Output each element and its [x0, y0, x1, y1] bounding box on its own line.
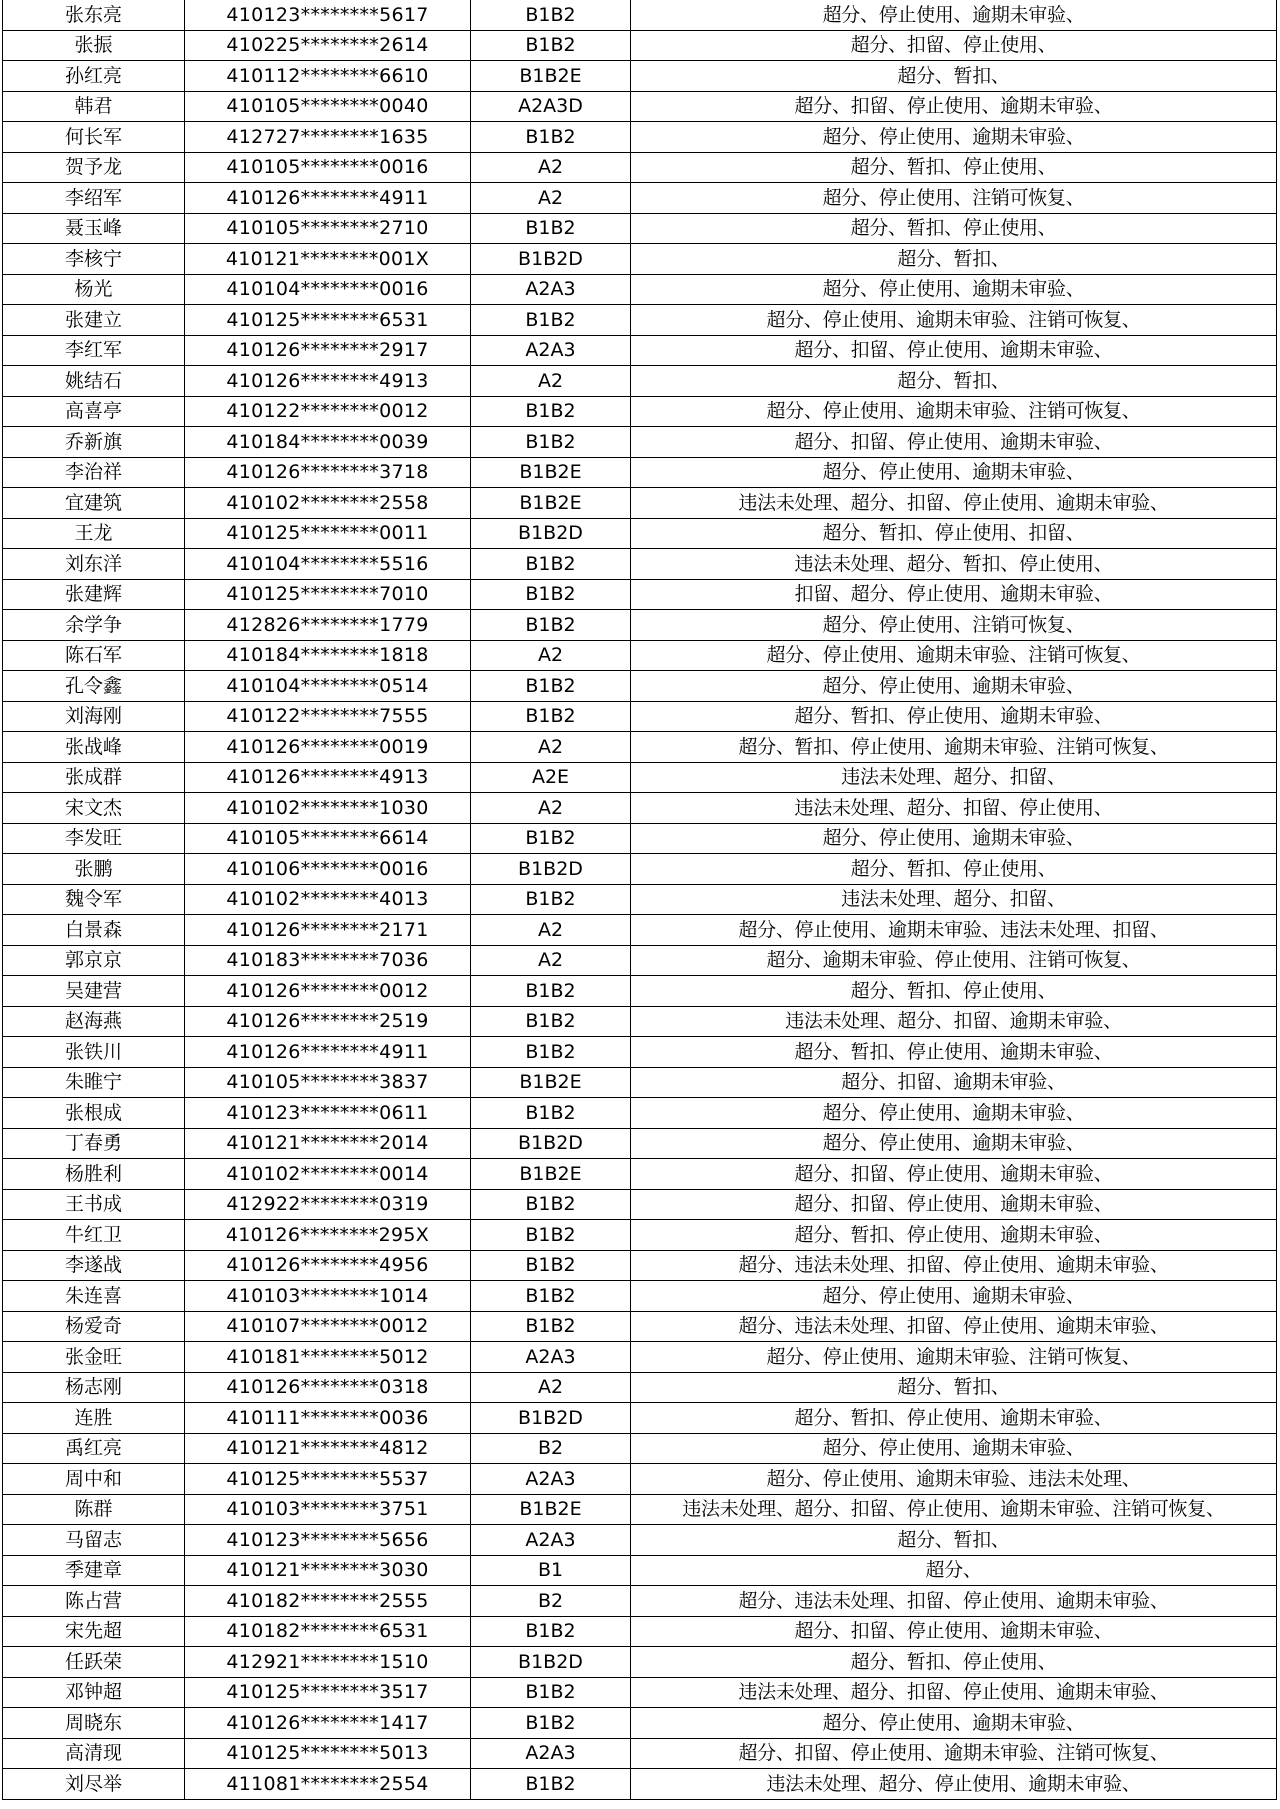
id-number-cell: 410102********0014	[185, 1159, 471, 1190]
license-status-cell: 超分、停止使用、逾期未审验、	[631, 1433, 1277, 1464]
table-row	[3, 1647, 1277, 1678]
table-row	[3, 579, 1277, 610]
license-class-cell: B1B2	[471, 1189, 631, 1220]
license-class-cell: B1B2	[471, 1616, 631, 1647]
table-row	[3, 274, 1277, 305]
driver-name-cell: 刘东洋	[3, 549, 185, 580]
driver-name-cell: 陈石军	[3, 640, 185, 671]
id-number-cell: 410123********5656	[185, 1525, 471, 1556]
id-number-cell: 412826********1779	[185, 610, 471, 641]
id-number-cell: 410126********2519	[185, 1006, 471, 1037]
license-status-cell: 超分、	[631, 1555, 1277, 1586]
license-status-cell: 超分、违法未处理、扣留、停止使用、逾期未审验、	[631, 1586, 1277, 1617]
table-row	[3, 884, 1277, 915]
driver-name-cell: 张振	[3, 30, 185, 61]
table-row	[3, 732, 1277, 763]
id-number-cell: 410122********7555	[185, 701, 471, 732]
driver-name-cell: 高清现	[3, 1738, 185, 1769]
driver-name-cell: 禹红亮	[3, 1433, 185, 1464]
id-number-cell: 410102********2558	[185, 488, 471, 519]
driver-name-cell: 杨志刚	[3, 1372, 185, 1403]
license-class-cell: B1B2	[471, 976, 631, 1007]
table-row	[3, 1098, 1277, 1129]
id-number-cell: 410126********0012	[185, 976, 471, 1007]
id-number-cell: 410225********2614	[185, 30, 471, 61]
table-row	[3, 671, 1277, 702]
license-status-cell: 超分、扣留、停止使用、逾期未审验、	[631, 335, 1277, 366]
license-status-cell: 违法未处理、超分、暂扣、停止使用、	[631, 549, 1277, 580]
id-number-cell: 410126********2171	[185, 915, 471, 946]
driver-name-cell: 吴建营	[3, 976, 185, 1007]
license-status-cell: 违法未处理、超分、扣留、逾期未审验、	[631, 1006, 1277, 1037]
license-class-cell: B1B2	[471, 1769, 631, 1800]
id-number-cell: 410125********6531	[185, 305, 471, 336]
driver-name-cell: 周晓东	[3, 1708, 185, 1739]
id-number-cell: 410125********5013	[185, 1738, 471, 1769]
license-status-cell: 超分、停止使用、逾期未审验、	[631, 1128, 1277, 1159]
id-number-cell: 410104********0016	[185, 274, 471, 305]
driver-name-cell: 何长军	[3, 122, 185, 153]
license-class-cell: A2A3	[471, 1464, 631, 1495]
license-class-cell: B1B2	[471, 671, 631, 702]
table-row	[3, 1708, 1277, 1739]
driver-name-cell: 张东亮	[3, 0, 185, 30]
id-number-cell: 412921********1510	[185, 1647, 471, 1678]
table-row	[3, 1128, 1277, 1159]
driver-name-cell: 牛红卫	[3, 1220, 185, 1251]
table-row	[3, 1433, 1277, 1464]
table-row	[3, 823, 1277, 854]
license-status-cell: 超分、停止使用、逾期未审验、注销可恢复、	[631, 1342, 1277, 1373]
id-number-cell: 410126********0019	[185, 732, 471, 763]
license-status-cell: 超分、暂扣、停止使用、扣留、	[631, 518, 1277, 549]
table-row	[3, 945, 1277, 976]
license-class-cell: A2	[471, 152, 631, 183]
id-number-cell: 410121********001X	[185, 244, 471, 275]
license-status-cell: 超分、扣留、停止使用、	[631, 30, 1277, 61]
license-status-cell: 超分、暂扣、停止使用、	[631, 854, 1277, 885]
table-row	[3, 1616, 1277, 1647]
license-class-cell: B1B2	[471, 305, 631, 336]
id-number-cell: 410126********4911	[185, 183, 471, 214]
driver-name-cell: 高喜亭	[3, 396, 185, 427]
license-class-cell: B1B2	[471, 396, 631, 427]
table-row	[3, 915, 1277, 946]
driver-name-cell: 丁春勇	[3, 1128, 185, 1159]
driver-name-cell: 邓钟超	[3, 1677, 185, 1708]
table-row	[3, 0, 1277, 30]
license-status-cell: 超分、暂扣、	[631, 1372, 1277, 1403]
driver-name-cell: 张鹏	[3, 854, 185, 885]
license-class-cell: B1B2D	[471, 1128, 631, 1159]
id-number-cell: 410182********6531	[185, 1616, 471, 1647]
license-class-cell: B1B2	[471, 610, 631, 641]
license-status-cell: 超分、停止使用、逾期未审验、注销可恢复、	[631, 305, 1277, 336]
license-class-cell: A2	[471, 793, 631, 824]
id-number-cell: 410103********3751	[185, 1494, 471, 1525]
license-class-cell: A2E	[471, 762, 631, 793]
table-row	[3, 1738, 1277, 1769]
license-class-cell: B1B2E	[471, 1494, 631, 1525]
id-number-cell: 410125********3517	[185, 1677, 471, 1708]
license-class-cell: A2A3	[471, 1738, 631, 1769]
driver-name-cell: 乔新旗	[3, 427, 185, 458]
license-class-cell: B2	[471, 1433, 631, 1464]
license-class-cell: B1B2D	[471, 244, 631, 275]
id-number-cell: 410105********2710	[185, 213, 471, 244]
table-row	[3, 1311, 1277, 1342]
license-class-cell: A2	[471, 732, 631, 763]
license-status-cell: 超分、违法未处理、扣留、停止使用、逾期未审验、	[631, 1250, 1277, 1281]
driver-name-cell: 陈占营	[3, 1586, 185, 1617]
license-status-cell: 违法未处理、超分、停止使用、逾期未审验、	[631, 1769, 1277, 1800]
license-class-cell: B1B2D	[471, 1647, 631, 1678]
license-status-cell: 超分、停止使用、逾期未审验、	[631, 122, 1277, 153]
table-row	[3, 1525, 1277, 1556]
license-class-cell: B1B2	[471, 823, 631, 854]
license-status-cell: 超分、停止使用、逾期未审验、	[631, 1281, 1277, 1312]
id-number-cell: 410106********0016	[185, 854, 471, 885]
table-row	[3, 457, 1277, 488]
table-row	[3, 1189, 1277, 1220]
license-status-cell: 超分、扣留、停止使用、逾期未审验、	[631, 91, 1277, 122]
driver-name-cell: 孙红亮	[3, 61, 185, 92]
id-number-cell: 410126********4913	[185, 366, 471, 397]
driver-name-cell: 贺予龙	[3, 152, 185, 183]
license-status-cell: 超分、停止使用、逾期未审验、注销可恢复、	[631, 640, 1277, 671]
table-row	[3, 488, 1277, 519]
table-row	[3, 427, 1277, 458]
id-number-cell: 410102********1030	[185, 793, 471, 824]
id-number-cell: 410126********2917	[185, 335, 471, 366]
id-number-cell: 412727********1635	[185, 122, 471, 153]
license-class-cell: B1B2D	[471, 1403, 631, 1434]
license-status-cell: 超分、停止使用、注销可恢复、	[631, 610, 1277, 641]
driver-name-cell: 余学争	[3, 610, 185, 641]
license-status-cell: 超分、停止使用、逾期未审验、	[631, 823, 1277, 854]
license-class-cell: B1B2	[471, 1220, 631, 1251]
license-class-cell: A2A3	[471, 1342, 631, 1373]
license-status-cell: 超分、扣留、停止使用、逾期未审验、	[631, 1616, 1277, 1647]
license-status-cell: 超分、扣留、逾期未审验、	[631, 1067, 1277, 1098]
id-number-cell: 410123********0611	[185, 1098, 471, 1129]
driver-name-cell: 李核宁	[3, 244, 185, 275]
table-row	[3, 1372, 1277, 1403]
license-class-cell: B1B2	[471, 30, 631, 61]
license-status-cell: 超分、暂扣、停止使用、逾期未审验、	[631, 1220, 1277, 1251]
license-status-cell: 扣留、超分、停止使用、逾期未审验、	[631, 579, 1277, 610]
id-number-cell: 410126********1417	[185, 1708, 471, 1739]
driver-name-cell: 魏令军	[3, 884, 185, 915]
driver-name-cell: 刘海刚	[3, 701, 185, 732]
driver-license-table	[2, 0, 1277, 1800]
driver-name-cell: 陈群	[3, 1494, 185, 1525]
license-status-cell: 超分、暂扣、停止使用、逾期未审验、	[631, 1403, 1277, 1434]
table-row	[3, 1281, 1277, 1312]
license-status-cell: 超分、暂扣、停止使用、	[631, 1647, 1277, 1678]
license-class-cell: B1B2D	[471, 518, 631, 549]
table-row	[3, 366, 1277, 397]
id-number-cell: 410102********4013	[185, 884, 471, 915]
license-status-cell: 违法未处理、超分、扣留、	[631, 762, 1277, 793]
id-number-cell: 411081********2554	[185, 1769, 471, 1800]
table-row	[3, 549, 1277, 580]
table-row	[3, 1037, 1277, 1068]
license-status-cell: 违法未处理、超分、扣留、停止使用、逾期未审验、注销可恢复、	[631, 1494, 1277, 1525]
driver-name-cell: 李绍军	[3, 183, 185, 214]
id-number-cell: 410122********0012	[185, 396, 471, 427]
driver-name-cell: 李治祥	[3, 457, 185, 488]
table-row	[3, 396, 1277, 427]
license-status-cell: 超分、暂扣、	[631, 1525, 1277, 1556]
license-status-cell: 超分、停止使用、逾期未审验、	[631, 1098, 1277, 1129]
license-class-cell: A2A3	[471, 274, 631, 305]
license-class-cell: B1B2	[471, 122, 631, 153]
license-class-cell: B1B2	[471, 701, 631, 732]
document-sheet	[2, 0, 1276, 1800]
driver-name-cell: 连胜	[3, 1403, 185, 1434]
driver-name-cell: 朱睢宁	[3, 1067, 185, 1098]
table-row	[3, 1769, 1277, 1800]
driver-name-cell: 张铁川	[3, 1037, 185, 1068]
driver-name-cell: 张金旺	[3, 1342, 185, 1373]
driver-name-cell: 郭京京	[3, 945, 185, 976]
license-class-cell: B1B2E	[471, 61, 631, 92]
license-status-cell: 超分、停止使用、逾期未审验、	[631, 0, 1277, 30]
table-row	[3, 518, 1277, 549]
license-class-cell: A2	[471, 183, 631, 214]
license-class-cell: B1B2E	[471, 1067, 631, 1098]
driver-name-cell: 张建立	[3, 305, 185, 336]
driver-name-cell: 王龙	[3, 518, 185, 549]
table-row	[3, 1250, 1277, 1281]
license-status-cell: 超分、停止使用、逾期未审验、	[631, 274, 1277, 305]
id-number-cell: 410105********6614	[185, 823, 471, 854]
license-class-cell: B1B2	[471, 1098, 631, 1129]
license-status-cell: 超分、暂扣、停止使用、逾期未审验、	[631, 1037, 1277, 1068]
license-status-cell: 超分、暂扣、停止使用、	[631, 976, 1277, 1007]
id-number-cell: 410112********6610	[185, 61, 471, 92]
table-row	[3, 91, 1277, 122]
id-number-cell: 410184********0039	[185, 427, 471, 458]
driver-name-cell: 李发旺	[3, 823, 185, 854]
license-class-cell: B1B2	[471, 1006, 631, 1037]
driver-name-cell: 朱连喜	[3, 1281, 185, 1312]
id-number-cell: 410105********3837	[185, 1067, 471, 1098]
driver-name-cell: 聂玉峰	[3, 213, 185, 244]
table-row	[3, 762, 1277, 793]
license-class-cell: B1B2	[471, 1250, 631, 1281]
table-row	[3, 213, 1277, 244]
license-class-cell: B1B2	[471, 1037, 631, 1068]
id-number-cell: 410104********0514	[185, 671, 471, 702]
license-class-cell: B1B2E	[471, 488, 631, 519]
driver-name-cell: 李红军	[3, 335, 185, 366]
id-number-cell: 410121********4812	[185, 1433, 471, 1464]
table-row	[3, 1586, 1277, 1617]
license-class-cell: B1B2E	[471, 1159, 631, 1190]
license-status-cell: 违法未处理、超分、扣留、停止使用、逾期未审验、	[631, 488, 1277, 519]
driver-name-cell: 杨胜利	[3, 1159, 185, 1190]
id-number-cell: 410104********5516	[185, 549, 471, 580]
id-number-cell: 410126********4911	[185, 1037, 471, 1068]
table-row	[3, 854, 1277, 885]
id-number-cell: 410126********295X	[185, 1220, 471, 1251]
license-status-cell: 超分、暂扣、	[631, 61, 1277, 92]
license-class-cell: B1B2	[471, 213, 631, 244]
id-number-cell: 410125********5537	[185, 1464, 471, 1495]
id-number-cell: 410121********3030	[185, 1555, 471, 1586]
driver-name-cell: 张根成	[3, 1098, 185, 1129]
license-status-cell: 超分、暂扣、	[631, 244, 1277, 275]
table-row	[3, 1067, 1277, 1098]
table-row	[3, 1006, 1277, 1037]
driver-name-cell: 马留志	[3, 1525, 185, 1556]
license-class-cell: A2	[471, 366, 631, 397]
license-status-cell: 超分、停止使用、逾期未审验、违法未处理、扣留、	[631, 915, 1277, 946]
license-class-cell: B1B2	[471, 427, 631, 458]
driver-name-cell: 宜建筑	[3, 488, 185, 519]
id-number-cell: 410123********5617	[185, 0, 471, 30]
license-class-cell: B1B2	[471, 884, 631, 915]
license-status-cell: 违法未处理、超分、扣留、停止使用、	[631, 793, 1277, 824]
driver-name-cell: 杨光	[3, 274, 185, 305]
license-status-cell: 超分、违法未处理、扣留、停止使用、逾期未审验、	[631, 1311, 1277, 1342]
id-number-cell: 410111********0036	[185, 1403, 471, 1434]
license-class-cell: A2	[471, 915, 631, 946]
driver-name-cell: 季建章	[3, 1555, 185, 1586]
license-status-cell: 超分、停止使用、逾期未审验、	[631, 457, 1277, 488]
license-status-cell: 超分、暂扣、停止使用、	[631, 213, 1277, 244]
driver-name-cell: 宋先超	[3, 1616, 185, 1647]
license-class-cell: B1B2	[471, 1708, 631, 1739]
table-row	[3, 976, 1277, 1007]
license-status-cell: 超分、扣留、停止使用、逾期未审验、	[631, 1189, 1277, 1220]
driver-name-cell: 韩君	[3, 91, 185, 122]
license-class-cell: A2A3	[471, 335, 631, 366]
driver-name-cell: 任跃荣	[3, 1647, 185, 1678]
id-number-cell: 410121********2014	[185, 1128, 471, 1159]
license-class-cell: A2	[471, 945, 631, 976]
license-status-cell: 超分、停止使用、逾期未审验、	[631, 671, 1277, 702]
table-row	[3, 335, 1277, 366]
id-number-cell: 410182********2555	[185, 1586, 471, 1617]
license-status-cell: 超分、暂扣、停止使用、逾期未审验、注销可恢复、	[631, 732, 1277, 763]
license-class-cell: B1B2	[471, 0, 631, 30]
driver-name-cell: 刘尽举	[3, 1769, 185, 1800]
driver-name-cell: 杨爱奇	[3, 1311, 185, 1342]
table-row	[3, 30, 1277, 61]
license-class-cell: A2A3	[471, 1525, 631, 1556]
license-status-cell: 超分、停止使用、注销可恢复、	[631, 183, 1277, 214]
id-number-cell: 410184********1818	[185, 640, 471, 671]
license-class-cell: B1B2	[471, 549, 631, 580]
driver-name-cell: 宋文杰	[3, 793, 185, 824]
driver-name-cell: 张战峰	[3, 732, 185, 763]
license-status-cell: 超分、暂扣、停止使用、逾期未审验、	[631, 701, 1277, 732]
id-number-cell: 410107********0012	[185, 1311, 471, 1342]
table-row	[3, 152, 1277, 183]
license-class-cell: A2	[471, 1372, 631, 1403]
table-row	[3, 610, 1277, 641]
license-class-cell: A2	[471, 640, 631, 671]
license-status-cell: 超分、扣留、停止使用、逾期未审验、注销可恢复、	[631, 1738, 1277, 1769]
driver-name-cell: 张成群	[3, 762, 185, 793]
table-row	[3, 1555, 1277, 1586]
table-row	[3, 244, 1277, 275]
id-number-cell: 410126********4956	[185, 1250, 471, 1281]
table-row	[3, 701, 1277, 732]
table-row	[3, 305, 1277, 336]
id-number-cell: 410103********1014	[185, 1281, 471, 1312]
license-class-cell: B1B2E	[471, 457, 631, 488]
id-number-cell: 410126********4913	[185, 762, 471, 793]
table-row	[3, 1159, 1277, 1190]
license-status-cell: 超分、扣留、停止使用、逾期未审验、	[631, 427, 1277, 458]
id-number-cell: 410105********0040	[185, 91, 471, 122]
license-status-cell: 超分、停止使用、逾期未审验、注销可恢复、	[631, 396, 1277, 427]
license-status-cell: 超分、逾期未审验、停止使用、注销可恢复、	[631, 945, 1277, 976]
license-class-cell: B1B2	[471, 1677, 631, 1708]
id-number-cell: 410126********3718	[185, 457, 471, 488]
license-class-cell: A2A3D	[471, 91, 631, 122]
license-status-cell: 超分、暂扣、停止使用、	[631, 152, 1277, 183]
driver-name-cell: 李遂战	[3, 1250, 185, 1281]
license-class-cell: B2	[471, 1586, 631, 1617]
table-row	[3, 640, 1277, 671]
table-row	[3, 1403, 1277, 1434]
table-row	[3, 1494, 1277, 1525]
license-class-cell: B1B2D	[471, 854, 631, 885]
license-status-cell: 违法未处理、超分、扣留、	[631, 884, 1277, 915]
license-class-cell: B1B2	[471, 1281, 631, 1312]
id-number-cell: 410126********0318	[185, 1372, 471, 1403]
table-body	[3, 0, 1277, 1799]
license-class-cell: B1	[471, 1555, 631, 1586]
license-class-cell: B1B2	[471, 1311, 631, 1342]
driver-name-cell: 张建辉	[3, 579, 185, 610]
driver-name-cell: 白景森	[3, 915, 185, 946]
table-row	[3, 793, 1277, 824]
id-number-cell: 410125********0011	[185, 518, 471, 549]
table-row	[3, 1342, 1277, 1373]
license-status-cell: 超分、扣留、停止使用、逾期未审验、	[631, 1159, 1277, 1190]
license-status-cell: 违法未处理、超分、扣留、停止使用、逾期未审验、	[631, 1677, 1277, 1708]
license-class-cell: B1B2	[471, 579, 631, 610]
table-row	[3, 1464, 1277, 1495]
license-status-cell: 超分、停止使用、逾期未审验、	[631, 1708, 1277, 1739]
table-row	[3, 183, 1277, 214]
id-number-cell: 410183********7036	[185, 945, 471, 976]
id-number-cell: 410181********5012	[185, 1342, 471, 1373]
table-row	[3, 122, 1277, 153]
license-status-cell: 超分、暂扣、	[631, 366, 1277, 397]
id-number-cell: 410105********0016	[185, 152, 471, 183]
license-status-cell: 超分、停止使用、逾期未审验、违法未处理、	[631, 1464, 1277, 1495]
driver-name-cell: 赵海燕	[3, 1006, 185, 1037]
driver-name-cell: 周中和	[3, 1464, 185, 1495]
driver-name-cell: 王书成	[3, 1189, 185, 1220]
id-number-cell: 412922********0319	[185, 1189, 471, 1220]
driver-name-cell: 孔令鑫	[3, 671, 185, 702]
table-row	[3, 61, 1277, 92]
table-row	[3, 1220, 1277, 1251]
id-number-cell: 410125********7010	[185, 579, 471, 610]
table-row	[3, 1677, 1277, 1708]
driver-name-cell: 姚结石	[3, 366, 185, 397]
